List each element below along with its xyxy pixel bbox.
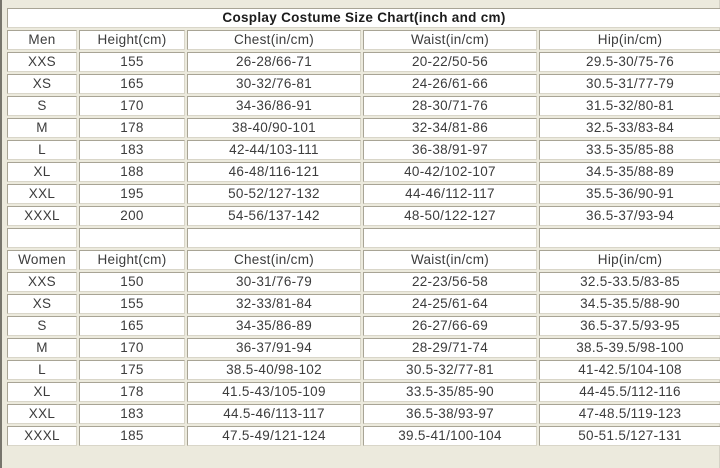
men-size-row [7, 96, 720, 116]
spacer-cell [7, 228, 77, 248]
size-cell: 44-46/112-117 [363, 184, 537, 204]
size-cell: 32.5-33.5/83-85 [539, 272, 720, 292]
men-header-chest: Chest(in/cm) [187, 30, 361, 50]
size-cell: 30.5-32/77-81 [363, 360, 537, 380]
size-cell: 30-31/76-79 [187, 272, 361, 292]
size-cell: 30.5-31/77-79 [539, 74, 720, 94]
size-cell: L [7, 360, 77, 380]
men-header-size: Men [7, 30, 77, 50]
size-cell: XL [7, 162, 77, 182]
size-cell: XS [7, 294, 77, 314]
size-cell: L [7, 140, 77, 160]
women-header-hip: Hip(in/cm) [539, 250, 720, 270]
size-cell: 22-23/56-58 [363, 272, 537, 292]
size-cell: 155 [79, 52, 185, 72]
spacer-section [7, 228, 720, 248]
women-size-row [7, 316, 720, 336]
size-cell: 46-48/116-121 [187, 162, 361, 182]
size-cell: 35.5-36/90-91 [539, 184, 720, 204]
size-cell: 48-50/122-127 [363, 206, 537, 226]
women-size-row [7, 294, 720, 314]
size-cell: 28-30/71-76 [363, 96, 537, 116]
size-cell: 36-38/91-97 [363, 140, 537, 160]
men-size-row [7, 184, 720, 204]
spacer-row [7, 228, 720, 248]
men-rows [7, 52, 720, 226]
size-cell: 34.5-35/88-89 [539, 162, 720, 182]
women-rows [7, 272, 720, 446]
men-size-row [7, 118, 720, 138]
men-header-waist: Waist(in/cm) [363, 30, 537, 50]
women-size-row [7, 382, 720, 402]
size-cell: 42-44/103-111 [187, 140, 361, 160]
title-row [7, 8, 720, 28]
size-cell: 36.5-37.5/93-95 [539, 316, 720, 336]
size-cell: 150 [79, 272, 185, 292]
size-cell: 33.5-35/85-88 [539, 140, 720, 160]
size-cell: 165 [79, 316, 185, 336]
size-cell: 34-35/86-89 [187, 316, 361, 336]
men-section [7, 30, 720, 50]
size-cell: 178 [79, 118, 185, 138]
size-cell: 155 [79, 294, 185, 314]
size-cell: 39.5-41/100-104 [363, 426, 537, 446]
size-cell: 183 [79, 404, 185, 424]
spacer-cell [539, 228, 720, 248]
size-cell: 44-45.5/112-116 [539, 382, 720, 402]
women-size-row [7, 272, 720, 292]
men-header-height: Height(cm) [79, 30, 185, 50]
size-cell: 24-26/61-66 [363, 74, 537, 94]
size-cell: XXL [7, 404, 77, 424]
size-cell: 24-25/61-64 [363, 294, 537, 314]
size-cell: 26-28/66-71 [187, 52, 361, 72]
size-cell: 20-22/50-56 [363, 52, 537, 72]
size-cell: 32.5-33/83-84 [539, 118, 720, 138]
chart-title: Cosplay Costume Size Chart(inch and cm) [7, 8, 720, 28]
size-cell: 36.5-38/93-97 [363, 404, 537, 424]
size-cell: 26-27/66-69 [363, 316, 537, 336]
size-cell: 34-36/86-91 [187, 96, 361, 116]
size-cell: 38-40/90-101 [187, 118, 361, 138]
size-cell: 165 [79, 74, 185, 94]
women-size-row [7, 360, 720, 380]
spacer-cell [79, 228, 185, 248]
size-cell: 31.5-32/80-81 [539, 96, 720, 116]
men-size-row [7, 74, 720, 94]
size-cell: 47-48.5/119-123 [539, 404, 720, 424]
size-cell: 50-52/127-132 [187, 184, 361, 204]
size-cell: XL [7, 382, 77, 402]
size-cell: 170 [79, 96, 185, 116]
women-header-size: Women [7, 250, 77, 270]
size-cell: 47.5-49/121-124 [187, 426, 361, 446]
size-cell: S [7, 316, 77, 336]
size-cell: 32-33/81-84 [187, 294, 361, 314]
size-cell: XXS [7, 52, 77, 72]
size-cell: XS [7, 74, 77, 94]
size-cell: 28-29/71-74 [363, 338, 537, 358]
men-header-row [7, 30, 720, 50]
size-cell: 36.5-37/93-94 [539, 206, 720, 226]
women-header-chest: Chest(in/cm) [187, 250, 361, 270]
size-cell: 40-42/102-107 [363, 162, 537, 182]
women-header-height: Height(cm) [79, 250, 185, 270]
men-size-row [7, 206, 720, 226]
size-cell: 185 [79, 426, 185, 446]
size-cell: 41-42.5/104-108 [539, 360, 720, 380]
size-cell: 29.5-30/75-76 [539, 52, 720, 72]
size-cell: 44.5-46/113-117 [187, 404, 361, 424]
size-cell: 30-32/76-81 [187, 74, 361, 94]
women-size-row [7, 426, 720, 446]
men-size-row [7, 162, 720, 182]
size-cell: 200 [79, 206, 185, 226]
women-header-row [7, 250, 720, 270]
size-cell: 175 [79, 360, 185, 380]
men-size-row [7, 140, 720, 160]
size-cell: 34.5-35.5/88-90 [539, 294, 720, 314]
size-cell: 33.5-35/85-90 [363, 382, 537, 402]
women-section [7, 250, 720, 270]
women-size-row [7, 338, 720, 358]
size-cell: XXXL [7, 426, 77, 446]
size-cell: XXS [7, 272, 77, 292]
size-cell: XXXL [7, 206, 77, 226]
size-cell: S [7, 96, 77, 116]
size-cell: 38.5-40/98-102 [187, 360, 361, 380]
size-cell: 183 [79, 140, 185, 160]
men-header-hip: Hip(in/cm) [539, 30, 720, 50]
spacer-cell [363, 228, 537, 248]
size-cell: 170 [79, 338, 185, 358]
size-cell: M [7, 118, 77, 138]
size-cell: 38.5-39.5/98-100 [539, 338, 720, 358]
size-cell: 178 [79, 382, 185, 402]
size-cell: 32-34/81-86 [363, 118, 537, 138]
title-section [7, 8, 720, 28]
size-cell: 188 [79, 162, 185, 182]
spacer-cell [187, 228, 361, 248]
size-cell: 41.5-43/105-109 [187, 382, 361, 402]
size-cell: 195 [79, 184, 185, 204]
men-size-row [7, 52, 720, 72]
women-size-row [7, 404, 720, 424]
size-cell: 54-56/137-142 [187, 206, 361, 226]
size-cell: 36-37/91-94 [187, 338, 361, 358]
size-cell: XXL [7, 184, 77, 204]
size-chart-table [5, 6, 720, 448]
women-header-waist: Waist(in/cm) [363, 250, 537, 270]
size-cell: 50-51.5/127-131 [539, 426, 720, 446]
size-cell: M [7, 338, 77, 358]
